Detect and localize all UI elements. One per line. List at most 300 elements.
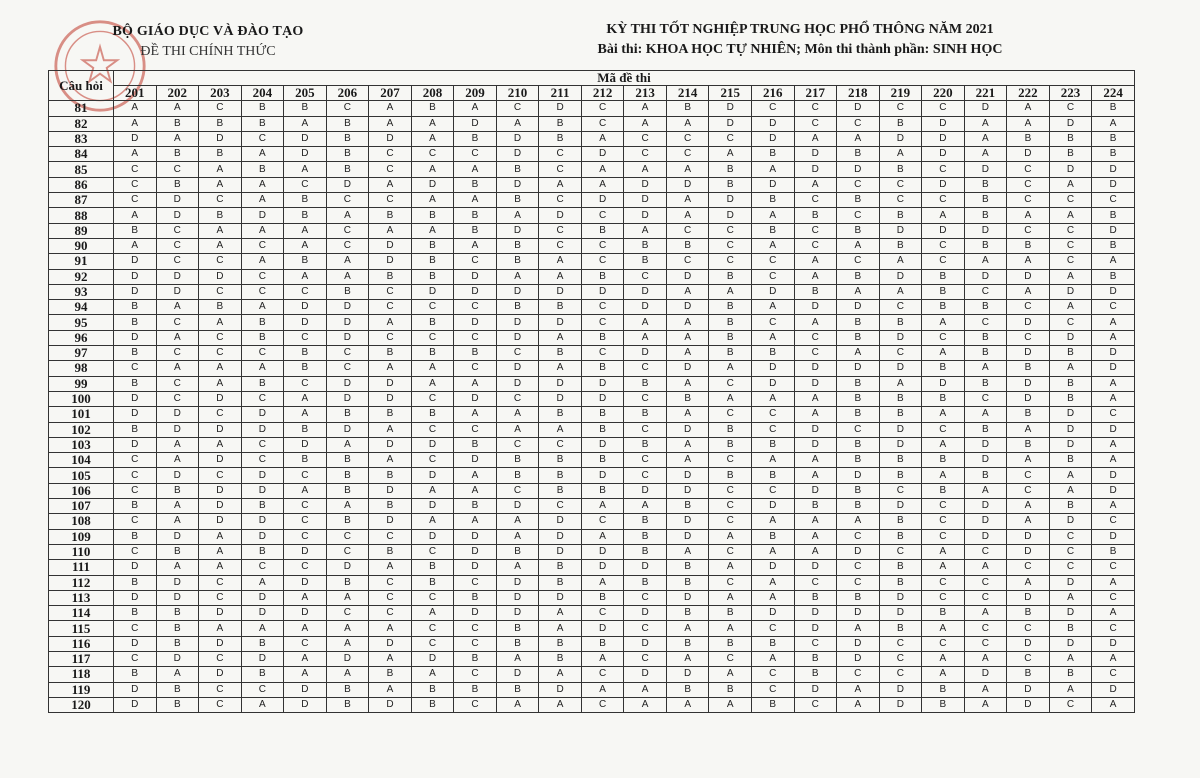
- answer-cell: D: [751, 116, 794, 131]
- answer-cell: D: [1049, 514, 1092, 529]
- answer-cell: A: [666, 544, 709, 559]
- answer-cell: D: [454, 544, 497, 559]
- answer-cell: A: [751, 651, 794, 666]
- answer-cell: A: [1092, 330, 1135, 345]
- answer-cell: A: [1007, 499, 1050, 514]
- answer-cell: D: [666, 300, 709, 315]
- exam-code-header-cell: 218: [837, 86, 880, 101]
- answer-cell: D: [879, 131, 922, 146]
- question-number: 82: [49, 116, 114, 131]
- answer-cell: C: [666, 147, 709, 162]
- answer-cell: C: [1007, 330, 1050, 345]
- answer-cell: D: [879, 697, 922, 712]
- answer-cell: A: [454, 193, 497, 208]
- answer-cell: A: [411, 376, 454, 391]
- answer-cell: D: [666, 422, 709, 437]
- answer-cell: C: [241, 238, 284, 253]
- answer-cell: B: [241, 101, 284, 116]
- answer-cell: B: [411, 101, 454, 116]
- answer-cell: B: [922, 697, 965, 712]
- answer-cell: C: [326, 346, 369, 361]
- answer-cell: C: [1049, 238, 1092, 253]
- answer-cell: D: [496, 284, 539, 299]
- answer-cell: A: [666, 330, 709, 345]
- answer-cell: A: [1092, 697, 1135, 712]
- answer-cell: A: [411, 483, 454, 498]
- answer-cell: D: [199, 483, 242, 498]
- answer-cell: B: [241, 162, 284, 177]
- answer-cell: A: [709, 667, 752, 682]
- table-row: [49, 101, 1135, 116]
- answer-cell: A: [156, 453, 199, 468]
- answer-cell: D: [114, 560, 157, 575]
- answer-cell: B: [539, 575, 582, 590]
- answer-cell: B: [1007, 407, 1050, 422]
- answer-cell: D: [496, 147, 539, 162]
- answer-cell: C: [879, 636, 922, 651]
- answer-cell: B: [879, 529, 922, 544]
- answer-cell: D: [454, 560, 497, 575]
- answer-cell: C: [581, 300, 624, 315]
- answer-cell: D: [837, 544, 880, 559]
- table-row: [49, 606, 1135, 621]
- question-number: 84: [49, 147, 114, 162]
- question-number: 85: [49, 162, 114, 177]
- answer-cell: D: [369, 391, 412, 406]
- answer-cell: C: [114, 621, 157, 636]
- answer-cell: D: [284, 575, 327, 590]
- answer-cell: A: [709, 529, 752, 544]
- answer-cell: B: [837, 391, 880, 406]
- answer-cell: A: [539, 361, 582, 376]
- answer-cell: A: [496, 529, 539, 544]
- answer-cell: A: [624, 101, 667, 116]
- exam-header: [540, 22, 1060, 58]
- answer-cell: A: [326, 667, 369, 682]
- question-number: 81: [49, 101, 114, 116]
- answer-cell: C: [454, 422, 497, 437]
- answer-cell: B: [156, 544, 199, 559]
- answer-cell: B: [837, 147, 880, 162]
- answer-cell: D: [1049, 407, 1092, 422]
- answer-cell: A: [581, 575, 624, 590]
- table-row: [49, 514, 1135, 529]
- answer-cell: D: [964, 101, 1007, 116]
- table-row: [49, 208, 1135, 223]
- answer-cell: C: [1092, 300, 1135, 315]
- answer-cell: B: [326, 697, 369, 712]
- answer-cell: B: [496, 636, 539, 651]
- answer-cell: A: [922, 208, 965, 223]
- answer-cell: A: [496, 651, 539, 666]
- answer-cell: B: [1007, 606, 1050, 621]
- answer-cell: C: [114, 468, 157, 483]
- answer-cell: C: [284, 376, 327, 391]
- answer-cell: B: [114, 300, 157, 315]
- answer-cell: A: [837, 131, 880, 146]
- answer-cell: A: [284, 269, 327, 284]
- answer-cell: D: [241, 606, 284, 621]
- answer-cell: A: [241, 300, 284, 315]
- answer-cell: B: [1092, 544, 1135, 559]
- answer-cell: B: [411, 560, 454, 575]
- answer-cell: C: [837, 575, 880, 590]
- answer-cell: C: [624, 468, 667, 483]
- answer-cell: B: [624, 529, 667, 544]
- answer-cell: D: [837, 300, 880, 315]
- answer-cell: B: [496, 193, 539, 208]
- answer-cell: B: [411, 682, 454, 697]
- table-row: [49, 162, 1135, 177]
- answer-cell: C: [751, 269, 794, 284]
- answer-cell: A: [369, 651, 412, 666]
- answer-cell: B: [496, 453, 539, 468]
- answer-cell: A: [539, 697, 582, 712]
- answer-cell: B: [199, 208, 242, 223]
- answer-cell: D: [794, 560, 837, 575]
- answer-cell: B: [241, 667, 284, 682]
- answer-cell: D: [496, 590, 539, 605]
- question-number: 116: [49, 636, 114, 651]
- answer-cell: A: [837, 238, 880, 253]
- answer-cell: C: [369, 529, 412, 544]
- answer-cell: C: [1049, 529, 1092, 544]
- answer-cell: D: [922, 376, 965, 391]
- answer-cell: C: [624, 361, 667, 376]
- answer-cell: D: [879, 682, 922, 697]
- answer-cell: C: [369, 606, 412, 621]
- answer-cell: B: [964, 177, 1007, 192]
- answer-cell: D: [581, 284, 624, 299]
- table-row: [49, 407, 1135, 422]
- answer-cell: A: [709, 361, 752, 376]
- answer-cell: D: [539, 391, 582, 406]
- answer-cell: A: [156, 560, 199, 575]
- answer-cell: B: [411, 315, 454, 330]
- exam-code-header-cell: 222: [1007, 86, 1050, 101]
- answer-cell: A: [666, 437, 709, 452]
- answer-cell: C: [156, 223, 199, 238]
- answer-cell: B: [837, 269, 880, 284]
- answer-cell: A: [581, 682, 624, 697]
- answer-cell: A: [794, 544, 837, 559]
- answer-cell: D: [114, 131, 157, 146]
- answer-cell: A: [837, 284, 880, 299]
- answer-cell: B: [539, 453, 582, 468]
- answer-cell: C: [454, 636, 497, 651]
- answer-cell: B: [709, 269, 752, 284]
- answer-cell: B: [794, 499, 837, 514]
- answer-cell: B: [284, 361, 327, 376]
- answer-cell: A: [666, 621, 709, 636]
- answer-cell: D: [666, 529, 709, 544]
- answer-cell: C: [241, 560, 284, 575]
- answer-cell: B: [284, 453, 327, 468]
- answer-cell: C: [199, 330, 242, 345]
- answer-cell: B: [539, 483, 582, 498]
- answer-cell: A: [709, 147, 752, 162]
- answer-cell: B: [837, 376, 880, 391]
- exam-code-header-cell: 204: [241, 86, 284, 101]
- answer-cell: D: [794, 162, 837, 177]
- answer-cell: B: [539, 468, 582, 483]
- answer-cell: B: [114, 223, 157, 238]
- answer-cell: B: [879, 621, 922, 636]
- answer-cell: A: [624, 162, 667, 177]
- answer-cell: D: [284, 697, 327, 712]
- answer-cell: B: [964, 193, 1007, 208]
- answer-cell: A: [326, 437, 369, 452]
- answer-cell: D: [199, 422, 242, 437]
- table-row: [49, 177, 1135, 192]
- answer-cell: A: [454, 483, 497, 498]
- answer-cell: D: [1049, 162, 1092, 177]
- answer-cell: D: [709, 193, 752, 208]
- answer-cell: D: [879, 606, 922, 621]
- answer-cell: D: [369, 636, 412, 651]
- answer-cell: A: [794, 407, 837, 422]
- answer-cell: A: [369, 621, 412, 636]
- answer-cell: B: [581, 223, 624, 238]
- answer-cell: A: [1092, 437, 1135, 452]
- answer-cell: A: [369, 101, 412, 116]
- answer-cell: D: [326, 651, 369, 666]
- answer-cell: C: [199, 407, 242, 422]
- answer-cell: A: [751, 238, 794, 253]
- answer-cell: A: [837, 514, 880, 529]
- answer-cell: D: [879, 437, 922, 452]
- answer-cell: A: [581, 162, 624, 177]
- answer-cell: D: [539, 529, 582, 544]
- answer-cell: D: [539, 682, 582, 697]
- answer-cell: C: [879, 544, 922, 559]
- answer-cell: A: [539, 621, 582, 636]
- question-number: 88: [49, 208, 114, 223]
- answer-cell: B: [709, 162, 752, 177]
- answer-cell: D: [1092, 636, 1135, 651]
- answer-cell: A: [794, 468, 837, 483]
- answer-cell: B: [369, 208, 412, 223]
- answer-cell: C: [496, 437, 539, 452]
- answer-cell: A: [1092, 116, 1135, 131]
- answer-cell: D: [496, 667, 539, 682]
- answer-cell: A: [879, 284, 922, 299]
- answer-cell: D: [539, 514, 582, 529]
- answer-cell: C: [326, 238, 369, 253]
- table-header-row-1: [49, 71, 1135, 86]
- answer-cell: B: [284, 346, 327, 361]
- answer-cell: B: [581, 269, 624, 284]
- question-number: 109: [49, 529, 114, 544]
- answer-cell: C: [751, 667, 794, 682]
- answer-cell: C: [114, 544, 157, 559]
- answer-cell: A: [326, 208, 369, 223]
- answer-cell: B: [454, 131, 497, 146]
- answer-cell: A: [369, 315, 412, 330]
- answer-cell: B: [156, 697, 199, 712]
- answer-cell: A: [539, 422, 582, 437]
- answer-cell: D: [1007, 697, 1050, 712]
- answer-cell: D: [794, 422, 837, 437]
- answer-cell: D: [837, 101, 880, 116]
- exam-code-header-cell: 215: [709, 86, 752, 101]
- answer-cell: A: [199, 621, 242, 636]
- answer-cell: A: [624, 697, 667, 712]
- answer-cell: B: [964, 330, 1007, 345]
- answer-cell: B: [411, 254, 454, 269]
- answer-cell: B: [922, 300, 965, 315]
- answer-cell: B: [156, 636, 199, 651]
- answer-cell: A: [922, 651, 965, 666]
- answer-cell: D: [539, 544, 582, 559]
- answer-cell: C: [751, 101, 794, 116]
- answer-cell: C: [156, 254, 199, 269]
- answer-cell: D: [539, 376, 582, 391]
- answer-cell: B: [326, 575, 369, 590]
- answer-cell: D: [751, 606, 794, 621]
- answer-cell: C: [794, 193, 837, 208]
- answer-cell: B: [709, 606, 752, 621]
- answer-cell: C: [581, 697, 624, 712]
- answer-cell: D: [284, 147, 327, 162]
- answer-cell: C: [454, 254, 497, 269]
- answer-cell: C: [369, 284, 412, 299]
- answer-cell: B: [624, 254, 667, 269]
- table-row: [49, 391, 1135, 406]
- answer-cell: D: [581, 560, 624, 575]
- answer-cell: D: [539, 101, 582, 116]
- answer-cell: B: [114, 606, 157, 621]
- answer-cell: B: [837, 330, 880, 345]
- answer-cell: B: [666, 238, 709, 253]
- question-number: 93: [49, 284, 114, 299]
- answer-cell: C: [1049, 560, 1092, 575]
- answer-cell: A: [411, 223, 454, 238]
- answer-cell: B: [751, 697, 794, 712]
- answer-cell: B: [369, 468, 412, 483]
- answer-cell: D: [581, 193, 624, 208]
- answer-cell: D: [964, 667, 1007, 682]
- answer-cell: A: [581, 529, 624, 544]
- answer-cell: C: [624, 590, 667, 605]
- answer-cell: D: [199, 269, 242, 284]
- answer-cell: C: [411, 544, 454, 559]
- answer-cell: D: [284, 315, 327, 330]
- answer-cell: A: [284, 667, 327, 682]
- answer-cell: C: [837, 667, 880, 682]
- table-row: [49, 560, 1135, 575]
- exam-code-header-cell: 205: [284, 86, 327, 101]
- answer-cell: D: [496, 575, 539, 590]
- answer-cell: C: [964, 544, 1007, 559]
- answer-cell: C: [539, 147, 582, 162]
- answer-cell: C: [411, 453, 454, 468]
- answer-cell: D: [922, 147, 965, 162]
- answer-cell: B: [709, 682, 752, 697]
- question-number: 118: [49, 667, 114, 682]
- answer-cell: A: [1049, 651, 1092, 666]
- answer-cell: C: [794, 238, 837, 253]
- answer-cell: B: [581, 407, 624, 422]
- answer-cell: C: [199, 346, 242, 361]
- answer-cell: C: [1092, 560, 1135, 575]
- answer-cell: C: [709, 483, 752, 498]
- answer-cell: C: [454, 300, 497, 315]
- answer-cell: C: [199, 651, 242, 666]
- answer-cell: B: [751, 437, 794, 452]
- answer-cell: D: [326, 315, 369, 330]
- answer-cell: D: [454, 269, 497, 284]
- answer-cell: B: [454, 346, 497, 361]
- answer-cell: A: [1049, 177, 1092, 192]
- answer-cell: B: [114, 529, 157, 544]
- answer-cell: D: [581, 147, 624, 162]
- answer-cell: A: [326, 621, 369, 636]
- answer-cell: B: [751, 636, 794, 651]
- question-number: 106: [49, 483, 114, 498]
- answer-cell: A: [666, 346, 709, 361]
- answer-cell: A: [199, 560, 242, 575]
- answer-cell: A: [114, 116, 157, 131]
- answer-cell: A: [666, 162, 709, 177]
- answer-cell: A: [411, 162, 454, 177]
- answer-cell: C: [709, 499, 752, 514]
- answer-cell: D: [496, 606, 539, 621]
- answer-cell: B: [1049, 346, 1092, 361]
- answer-cell: D: [114, 697, 157, 712]
- answer-cell: D: [837, 162, 880, 177]
- answer-cell: A: [369, 116, 412, 131]
- exam-code-header-cell: 221: [964, 86, 1007, 101]
- answer-cell: C: [411, 636, 454, 651]
- answer-cell: B: [1007, 667, 1050, 682]
- answer-cell: D: [369, 254, 412, 269]
- table-row: [49, 667, 1135, 682]
- answer-cell: C: [1092, 621, 1135, 636]
- answer-cell: B: [666, 560, 709, 575]
- answer-cell: D: [156, 529, 199, 544]
- answer-cell: B: [156, 177, 199, 192]
- answer-cell: D: [837, 361, 880, 376]
- answer-cell: A: [1007, 422, 1050, 437]
- answer-cell: C: [114, 162, 157, 177]
- table-row: [49, 468, 1135, 483]
- answer-cell: D: [581, 468, 624, 483]
- answer-cell: C: [199, 468, 242, 483]
- answer-cell: C: [369, 590, 412, 605]
- answer-cell: A: [751, 544, 794, 559]
- answer-cell: D: [539, 208, 582, 223]
- answer-cell: A: [326, 269, 369, 284]
- answer-cell: A: [794, 315, 837, 330]
- answer-cell: D: [1092, 162, 1135, 177]
- answer-cell: D: [666, 468, 709, 483]
- answer-cell: B: [326, 468, 369, 483]
- answer-cell: B: [539, 407, 582, 422]
- answer-cell: B: [879, 453, 922, 468]
- answer-cell: A: [666, 376, 709, 391]
- answer-cell: D: [241, 590, 284, 605]
- answer-cell: B: [114, 346, 157, 361]
- answer-cell: B: [454, 499, 497, 514]
- answer-cell: A: [539, 667, 582, 682]
- exam-code-header-cell: 224: [1092, 86, 1135, 101]
- question-number: 117: [49, 651, 114, 666]
- answer-cell: D: [794, 361, 837, 376]
- answer-cell: D: [284, 300, 327, 315]
- answer-cell: C: [1007, 483, 1050, 498]
- answer-cell: C: [454, 621, 497, 636]
